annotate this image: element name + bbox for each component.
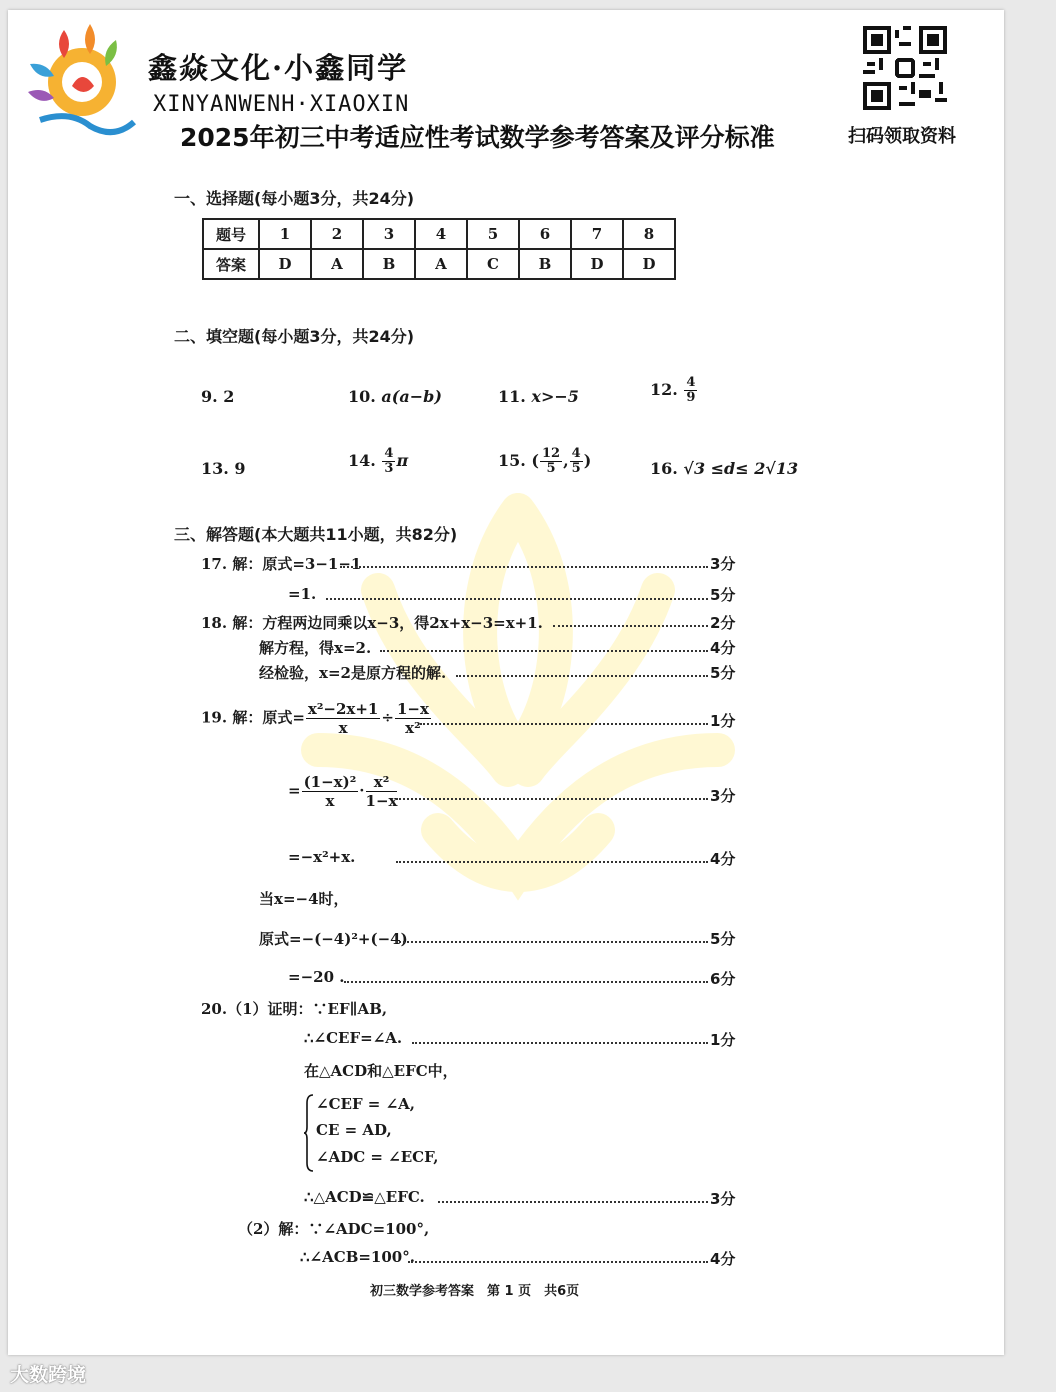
q19-line-6: =−20 . bbox=[288, 968, 345, 986]
q19-f4-numerator: x² bbox=[366, 773, 398, 792]
score-q18-3: 5分 bbox=[710, 664, 736, 682]
score-q19-2: 3分 bbox=[710, 787, 736, 805]
table-cell: C bbox=[467, 249, 519, 279]
q18-line-3: 经检验，x=2是原方程的解. bbox=[259, 664, 447, 682]
leader-dots bbox=[412, 1042, 708, 1044]
q19-equals: = bbox=[288, 781, 301, 800]
q15-fraction-2 bbox=[570, 447, 583, 476]
answer-q10 bbox=[348, 387, 442, 406]
q10-number: 10. bbox=[348, 387, 376, 406]
score-q19-1: 1分 bbox=[710, 712, 736, 730]
leader-dots bbox=[340, 566, 708, 568]
q19-f2-numerator: 1−x bbox=[396, 700, 429, 718]
table-cell: 3 bbox=[363, 219, 415, 249]
section-3-heading: 三、解答题(本大题共11小题，共82分) bbox=[174, 525, 458, 544]
table-row bbox=[203, 219, 675, 249]
q20-line-6: ∴∠ACB=100°. bbox=[300, 1248, 415, 1266]
q10-answer: a(a−b) bbox=[381, 387, 442, 406]
leader-dots bbox=[438, 1201, 708, 1203]
table-cell: B bbox=[519, 249, 571, 279]
q15-number: 15. bbox=[498, 451, 526, 470]
q19-fraction-2 bbox=[395, 700, 431, 737]
q14-pi: π bbox=[396, 451, 409, 470]
q20-line-1: 20.（1）证明：∵EF∥AB, bbox=[201, 1000, 388, 1018]
score-q20-2: 1分 bbox=[710, 1031, 736, 1049]
table-cell: 2 bbox=[311, 219, 363, 249]
q14-number: 14. bbox=[348, 451, 376, 470]
score-q18-2: 4分 bbox=[710, 639, 736, 657]
q20-brace-line-1: ∠CEF = ∠A, bbox=[316, 1095, 416, 1113]
q19-f1-denominator: x bbox=[338, 719, 348, 737]
q11-answer: x>−5 bbox=[531, 387, 579, 406]
answer-q16 bbox=[650, 459, 798, 478]
leader-dots bbox=[396, 861, 708, 863]
table-cell: B bbox=[363, 249, 415, 279]
table-cell: 4 bbox=[415, 219, 467, 249]
q19-divide: ÷ bbox=[381, 708, 394, 727]
q19-multiply: · bbox=[359, 781, 365, 800]
q19-line-5: 原式=−(−4)²+(−4) bbox=[259, 930, 408, 948]
q19-line-1 bbox=[201, 700, 941, 737]
table-cell: D bbox=[623, 249, 675, 279]
answer-q9: 9. 2 bbox=[201, 387, 235, 406]
q19-line-2 bbox=[288, 773, 1004, 810]
q12-number: 12. bbox=[650, 380, 678, 399]
q15-fraction-1 bbox=[540, 447, 562, 476]
section-1-heading: 一、选择题(每小题3分，共24分) bbox=[174, 189, 415, 208]
q15-denominator-1: 5 bbox=[546, 461, 556, 476]
q19-prefix: 19. 解：原式= bbox=[201, 708, 305, 727]
brand-name-en: XINYANWENH·XIAOXIN bbox=[153, 92, 410, 117]
qr-caption: 扫码领取资料 bbox=[848, 126, 956, 147]
q15-close-paren: ) bbox=[583, 451, 592, 470]
score-q20-4: 3分 bbox=[710, 1190, 736, 1208]
q16-number: 16. bbox=[650, 459, 678, 478]
table-cell: 8 bbox=[623, 219, 675, 249]
qr-code-icon[interactable] bbox=[863, 26, 947, 110]
table-cell: 7 bbox=[571, 219, 623, 249]
table-cell: 5 bbox=[467, 219, 519, 249]
table-cell: A bbox=[415, 249, 467, 279]
table-cell: 6 bbox=[519, 219, 571, 249]
table-cell: D bbox=[259, 249, 311, 279]
table-cell: D bbox=[571, 249, 623, 279]
score-q17-2: 5分 bbox=[710, 586, 736, 604]
q11-number: 11. bbox=[498, 387, 526, 406]
q18-line-1: 18. 解：方程两边同乘以x−3，得2x+x−3=x+1. bbox=[201, 614, 543, 632]
q20-brace-line-3: ∠ADC = ∠ECF, bbox=[316, 1148, 439, 1166]
q12-denominator: 9 bbox=[686, 390, 696, 405]
score-q19-5: 5分 bbox=[710, 930, 736, 948]
q19-line-3: =−x²+x. bbox=[288, 848, 356, 866]
q12-numerator: 4 bbox=[686, 375, 696, 390]
row-label-answer: 答案 bbox=[203, 249, 259, 279]
choice-answer-table bbox=[202, 218, 676, 280]
leader-dots bbox=[396, 798, 708, 800]
q19-fraction-4 bbox=[366, 773, 398, 810]
q17-line-1: 17. 解：原式=3−1−1 bbox=[201, 555, 362, 573]
leader-dots bbox=[344, 981, 708, 983]
row-label-question: 题号 bbox=[203, 219, 259, 249]
q18-line-2: 解方程，得x=2. bbox=[259, 639, 372, 657]
score-q18-1: 2分 bbox=[710, 614, 736, 632]
q15-numerator-1: 12 bbox=[542, 446, 561, 461]
q12-fraction bbox=[684, 376, 697, 405]
answer-q12 bbox=[650, 376, 698, 405]
table-row bbox=[203, 249, 675, 279]
section-2-heading: 二、填空题(每小题3分，共24分) bbox=[174, 327, 415, 346]
page-footer: 初三数学参考答案 第 1 页 共6页 bbox=[370, 1284, 580, 1299]
brand-name-cn: 鑫焱文化·小鑫同学 bbox=[148, 51, 409, 85]
q14-denominator: 3 bbox=[384, 461, 394, 476]
leader-dots bbox=[456, 675, 708, 677]
q19-line-4: 当x=−4时， bbox=[259, 890, 349, 908]
leader-dots bbox=[408, 1261, 708, 1263]
answer-q13: 13. 9 bbox=[201, 459, 246, 478]
page-title: 2025年初三中考适应性考试数学参考答案及评分标准 bbox=[180, 123, 775, 152]
q19-f3-numerator: (1−x)² bbox=[303, 773, 357, 791]
q20-line-3: 在△ACD和△EFC中， bbox=[304, 1062, 458, 1080]
q20-brace-line-2: CE = AD, bbox=[316, 1121, 392, 1139]
q20-line-5: （2）解：∵∠ADC=100°, bbox=[238, 1220, 430, 1238]
q15-numerator-2: 4 bbox=[571, 446, 581, 461]
q19-fraction-1 bbox=[306, 700, 380, 737]
answer-sheet-page bbox=[8, 10, 1004, 1355]
q17-line-2: =1. bbox=[288, 585, 317, 603]
q14-fraction bbox=[382, 447, 395, 476]
score-q20-6: 4分 bbox=[710, 1250, 736, 1268]
q15-denominator-2: 5 bbox=[571, 461, 581, 476]
leader-dots bbox=[420, 723, 708, 725]
source-watermark: 大数跨境 bbox=[10, 1364, 87, 1386]
brand-logo-icon bbox=[20, 20, 138, 138]
leader-dots bbox=[553, 625, 708, 627]
score-q19-3: 4分 bbox=[710, 850, 736, 868]
q19-f2-denominator: x² bbox=[405, 719, 421, 737]
q19-f1-numerator: x²−2x+1 bbox=[307, 700, 379, 718]
q20-line-2: ∴∠CEF=∠A. bbox=[304, 1029, 403, 1047]
score-q17-1: 3分 bbox=[710, 555, 736, 573]
table-cell: 1 bbox=[259, 219, 311, 249]
leader-dots bbox=[326, 598, 708, 600]
table-cell: A bbox=[311, 249, 363, 279]
answer-q11 bbox=[498, 387, 579, 406]
q19-f3-denominator: x bbox=[325, 792, 335, 810]
q16-answer: √3 ≤d≤ 2√13 bbox=[683, 459, 799, 478]
answer-q15 bbox=[498, 447, 591, 476]
brace-icon bbox=[304, 1093, 314, 1173]
q19-f4-denominator: 1−x bbox=[365, 792, 398, 810]
score-q19-6: 6分 bbox=[710, 970, 736, 988]
leader-dots bbox=[380, 650, 708, 652]
q14-numerator: 4 bbox=[384, 446, 394, 461]
q15-comma: , bbox=[563, 451, 569, 470]
q20-line-4: ∴△ACD≌△EFC. bbox=[304, 1188, 425, 1206]
q15-open-paren: ( bbox=[531, 451, 539, 470]
answer-q14 bbox=[348, 447, 408, 476]
q19-fraction-3 bbox=[302, 773, 359, 810]
leader-dots bbox=[396, 941, 708, 943]
